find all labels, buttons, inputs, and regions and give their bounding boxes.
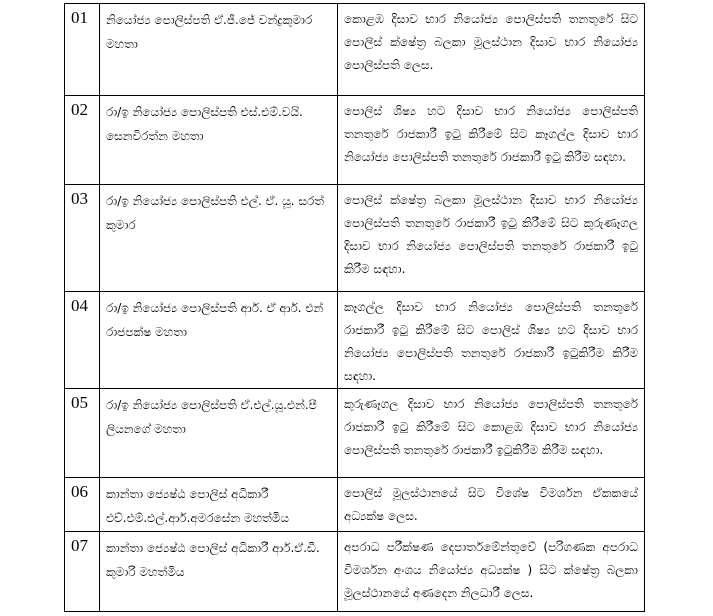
row-number: 06 bbox=[65, 478, 100, 532]
row-number: 03 bbox=[65, 185, 100, 292]
transfer-description: කෑගල්ල දිසාව භාර නියෝජ්‍ය පොලිස්පති තනතුරේ රාජකාරී ඉටු කිරීමේ සිට පොලිස් ශිෂ්‍ය හට දිසාව භාර නියෝජ්‍ය පොලිස්පති තනතුරේ රාජකාරී ඉටුකිරීම කිරීම සඳහා. bbox=[338, 292, 645, 389]
officer-name: රා/ඉ නියෝජ්‍ය පොලිස්පති ඒ.එල්.යූ.එන්.පී ලියනගේ මහතා bbox=[100, 389, 338, 478]
transfer-description: පොලිස් මූලස්ථානයේ සිට විශේෂ විමර්ශන ඒකකයේ අධ්‍යක්ෂ ලෙස. bbox=[338, 478, 645, 532]
table-row bbox=[65, 292, 645, 389]
officer-name: රා/ඉ නියෝජ්‍ය පොලිස්පති එල්. ඒ. යූ. සරත් කුමාර bbox=[100, 185, 338, 292]
transfer-description: කුරුණෑගල දිසාව භාර නියෝජ්‍ය පොලිස්පති තනතුරේ රාජකාරී ඉටු කිරීමේ සිට කොළඹ දිසාව භාර නියෝජ්‍ය පොලිස්පති තනතුරේ රාජකාරී ඉටුකිරීම කිරීම සඳහා. bbox=[338, 389, 645, 478]
row-number: 01 bbox=[65, 4, 100, 96]
table-row bbox=[65, 185, 645, 292]
officer-name: නියෝජ්‍ය පොලිස්පති ඒ.ජී.ජේ චන්ද්‍රකුමාර මහතා bbox=[100, 4, 338, 96]
officer-name: රා/ඉ නියෝජ්‍ය පොලිස්පති ආර්. ඒ ආර්. එන් රාජපක්ෂ මහතා bbox=[100, 292, 338, 389]
table-row bbox=[65, 478, 645, 532]
table-row bbox=[65, 4, 645, 96]
row-number: 02 bbox=[65, 96, 100, 185]
transfer-description: අපරාධ පරීක්ෂණ දෙපාර්තමේන්තුවේ (පරිගණක අපරාධ විමර්ශන අංශය නියෝජ්‍ය අධ්‍යක්ෂ ) සිට ක්ෂේත්‍ර බලකා මූලස්ථානයේ අණදෙන නිලධාරී ලෙස. bbox=[338, 532, 645, 612]
table-row bbox=[65, 389, 645, 478]
officer-name: රා/ඉ නියෝජ්‍ය පොලිස්පති එස්.එම්.වයි. සෙනවිරත්න මහතා bbox=[100, 96, 338, 185]
officer-name: කාන්තා ජ්‍යෙෂ්ඨ පොලිස් අධිකාරී එච්.එම්.එල්.ආර්.අමරසේන මහත්මිය bbox=[100, 478, 338, 532]
officer-name: කාන්තා ජ්‍යෙෂ්ඨ පොලිස් අධිකාරී ආර්.ඒ.ඩී. කුමාරි මහත්මිය bbox=[100, 532, 338, 612]
row-number: 04 bbox=[65, 292, 100, 389]
table-row bbox=[65, 96, 645, 185]
table-row bbox=[65, 532, 645, 612]
transfer-description: පොලිස් ක්ෂේත්‍ර බලකා මූලස්ථාන දිසාව භාර නියෝජ්‍ය පොලිස්පති තනතුරේ රාජකාරී ඉටු කිරීමේ සිට කුරුණෑගල දිසාව භාර නියෝජ්‍ය පොලිස්පති තනතුරේ රාජකාරී ඉටු කිරීම සඳහා. bbox=[338, 185, 645, 292]
row-number: 05 bbox=[65, 389, 100, 478]
row-number: 07 bbox=[65, 532, 100, 612]
transfer-description: පොලිස් ශිෂ්‍ය හට දිසාව භාර නියෝජ්‍ය පොලිස්පති තනතුරේ රාජකාරී ඉටු කිරීමේ සිට කෑගල්ල දිසාව භාර නියෝජ්‍ය පොලිස්පති තනතුරේ රාජකාරී ඉටු කිරීම සඳහා. bbox=[338, 96, 645, 185]
transfers-table bbox=[64, 3, 645, 612]
transfer-description: කොළඹ දිසාව භාර නියෝජ්‍ය පොලිස්පති තනතුරේ සිට පොලිස් ක්ෂේත්‍ර බලකා මූලස්ථාන දිසාව භාර නියෝජ්‍ය පොලිස්පති ලෙස. bbox=[338, 4, 645, 96]
